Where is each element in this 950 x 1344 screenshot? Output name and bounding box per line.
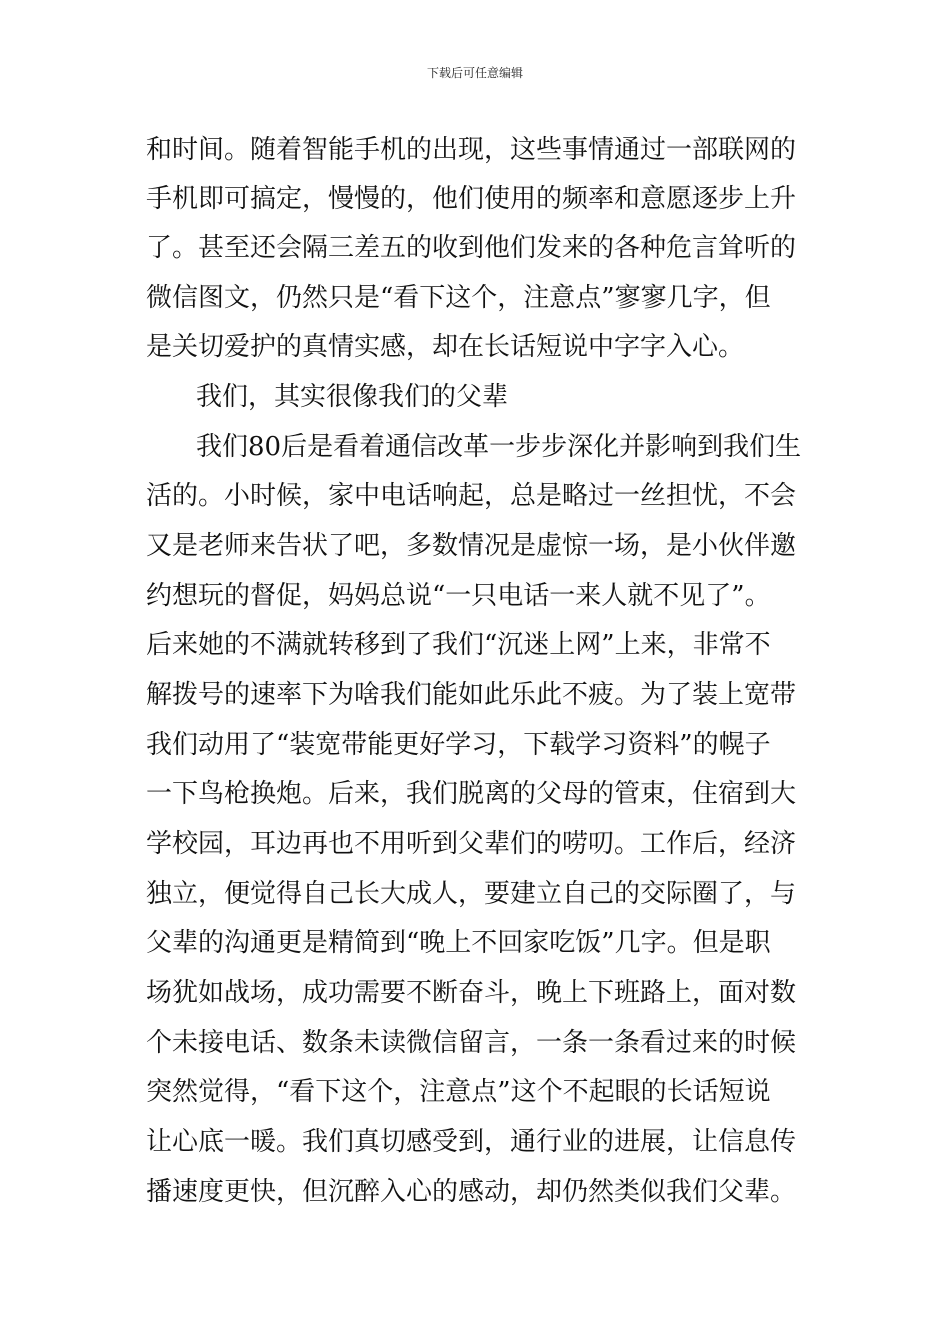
text-line: 突然觉得，“看下这个，注意点”这个不起眼的长话短说 bbox=[146, 1077, 771, 1107]
text-line: 微信图文，仍然只是“看下这个，注意点”寥寥几字，但 bbox=[146, 283, 771, 313]
text-line: 约想玩的督促，妈妈总说“一只电话一来人就不见了”。 bbox=[146, 581, 771, 611]
text-line: 后来她的不满就转移到了我们“沉迷上网”上来，非常不 bbox=[146, 630, 771, 660]
text-line: 独立，便觉得自己长大成人，要建立自己的交际圈了，与 bbox=[146, 879, 797, 909]
text-line: 个未接电话、数条未读微信留言，一条一条看过来的时候 bbox=[146, 1028, 797, 1058]
text-line: 了。甚至还会隔三差五的收到他们发来的各种危言耸听的 bbox=[146, 233, 797, 263]
text-line: 又是老师来告状了吧，多数情况是虚惊一场，是小伙伴邀 bbox=[146, 531, 797, 561]
text-line: 手机即可搞定，慢慢的，他们使用的频率和意愿逐步上升 bbox=[146, 184, 797, 214]
text-line: 我们80后是看着通信改革一步步深化并影响到我们生 bbox=[196, 432, 802, 462]
text-line: 父辈的沟通更是精简到“晚上不回家吃饭”几字。但是职 bbox=[146, 928, 771, 958]
text-line: 是关切爱护的真情实感，却在长话短说中字字入心。 bbox=[146, 332, 745, 362]
text-line: 播速度更快，但沉醉入心的感动，却仍然类似我们父辈。 bbox=[146, 1177, 797, 1207]
text-line: 解拨号的速率下为啥我们能如此乐此不疲。为了装上宽带 bbox=[146, 680, 797, 710]
text-line: 一下鸟枪换炮。后来，我们脱离的父母的管束，住宿到大 bbox=[146, 779, 797, 809]
text-line: 学校园，耳边再也不用听到父辈们的唠叨。工作后，经济 bbox=[146, 829, 797, 859]
text-line: 活的。小时候，家中电话响起，总是略过一丝担忧，不会 bbox=[146, 481, 797, 511]
text-line: 和时间。随着智能手机的出现，这些事情通过一部联网的 bbox=[146, 135, 797, 165]
page-header: 下载后可任意编辑 bbox=[426, 66, 523, 80]
section-heading: 我们，其实很像我们的父辈 bbox=[196, 382, 509, 412]
text-line: 场犹如战场，成功需要不断奋斗，晚上下班路上，面对数 bbox=[146, 978, 797, 1008]
text-line: 让心底一暖。我们真切感受到，通行业的进展，让信息传 bbox=[146, 1127, 797, 1157]
text-line: 我们动用了“装宽带能更好学习，下载学习资料”的幌子 bbox=[146, 730, 771, 760]
